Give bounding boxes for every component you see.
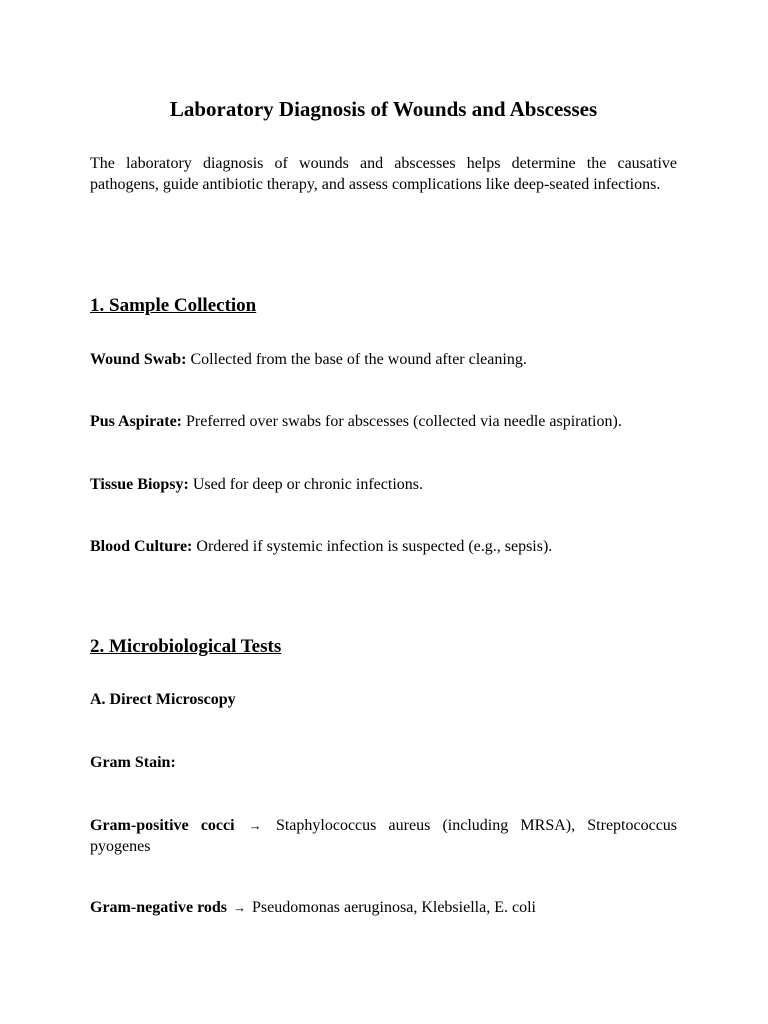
gram-item-text: Pseudomonas aeruginosa, Klebsiella, E. coli <box>252 899 536 916</box>
sample-item-label: Pus Aspirate: <box>90 413 182 430</box>
gram-item-positive-cocci <box>90 815 677 857</box>
arrow-right-icon: → <box>248 818 262 833</box>
sample-item-tissue-biopsy <box>90 474 677 495</box>
sample-item-label: Wound Swab: <box>90 351 187 368</box>
gram-item-negative-rods <box>90 897 677 918</box>
sample-item-blood-culture <box>90 536 677 557</box>
sample-item-wound-swab <box>90 349 677 370</box>
gram-item-label: Gram-negative rods <box>90 899 228 916</box>
sample-item-text: Ordered if systemic infection is suspected (e.g., sepsis). <box>192 538 553 555</box>
sample-item-label: Blood Culture: <box>90 538 193 555</box>
intro-paragraph: The laboratory diagnosis of wounds and abscesses helps determine the causative pathogens, guide antibiotic therapy, and assess complications like deep-seated infections. <box>90 155 677 193</box>
document-title: Laboratory Diagnosis of Wounds and Abscesses <box>169 97 598 121</box>
gram-item-text: Staphylococcus aureus (including MRSA), Streptococcus pyogenes <box>90 817 678 855</box>
sample-item-pus-aspirate <box>90 411 677 432</box>
subheading-direct-microscopy: A. Direct Microscopy <box>90 691 236 708</box>
sample-item-text: Used for deep or chronic infections. <box>188 476 423 493</box>
arrow-right-icon: → <box>233 900 247 915</box>
sample-item-text: Collected from the base of the wound after cleaning. <box>186 351 527 368</box>
sample-item-text: Preferred over swabs for abscesses (collected via needle aspiration). <box>182 413 622 430</box>
gram-stain-label: Gram Stain: <box>90 754 176 771</box>
section-heading-microbiological-tests: 2. Microbiological Tests <box>90 636 282 657</box>
sample-item-label: Tissue Biopsy: <box>90 476 189 493</box>
section-heading-sample-collection: 1. Sample Collection <box>90 295 257 316</box>
gram-item-label: Gram-positive cocci <box>90 817 235 834</box>
